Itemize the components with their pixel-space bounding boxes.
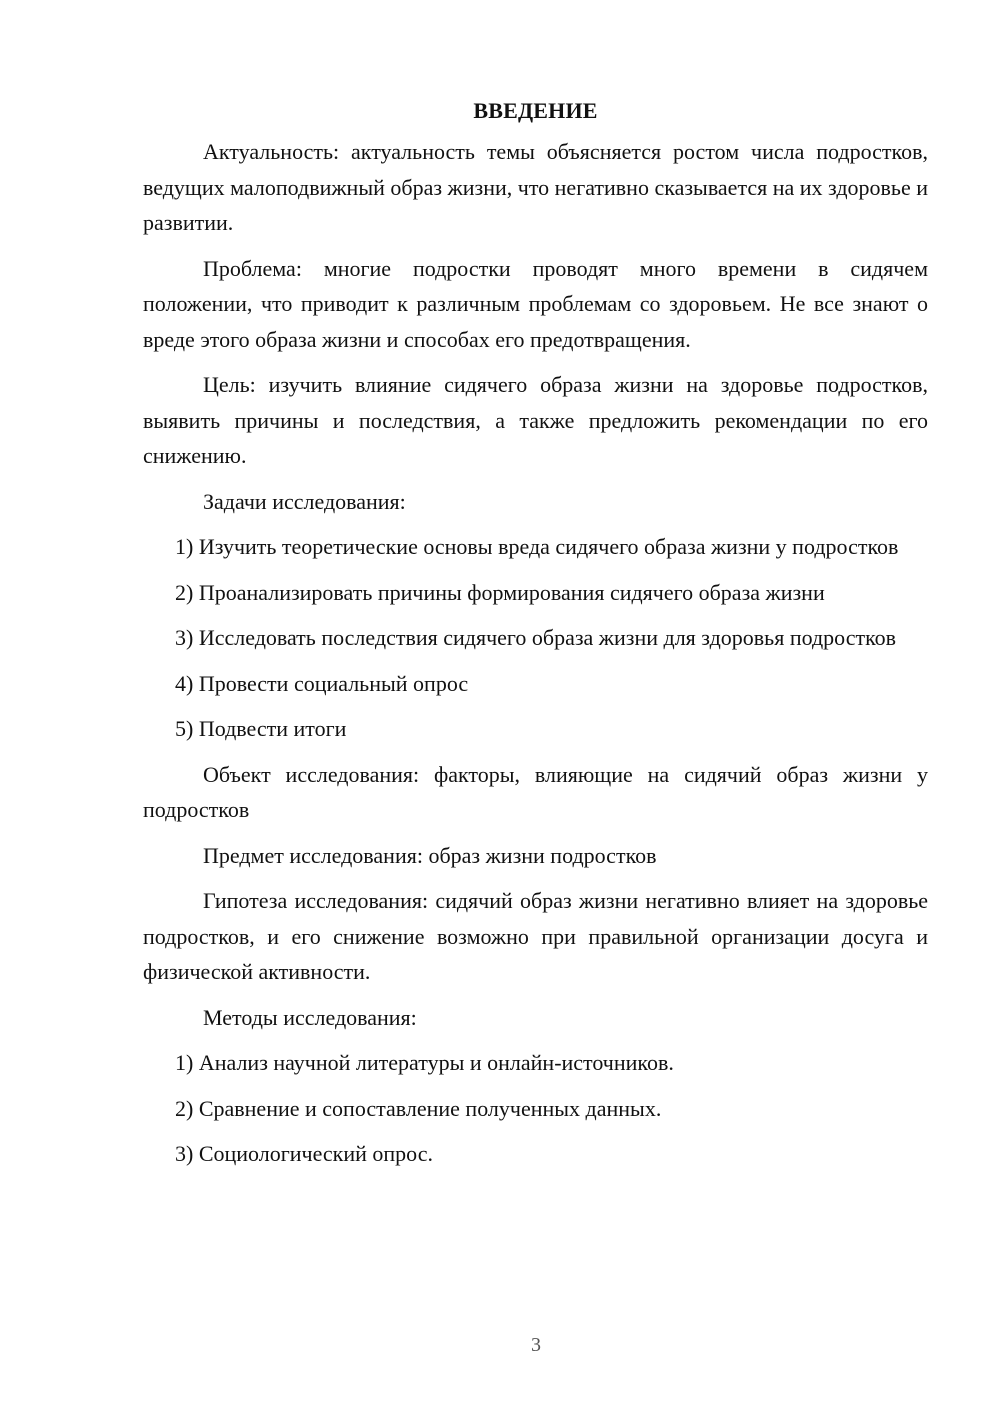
task-item-3: 3) Исследовать последствия сидячего образа жизни для здоровья подростков	[175, 625, 897, 650]
method-item-3: 3) Социологический опрос.	[175, 1141, 433, 1166]
paragraph-methods-title: Методы исследования:	[203, 1004, 417, 1030]
paragraph-relevance: Актуальность: актуальность темы объясняется ростом числа подростков, ведущих малоподвижный образ жизни, что негативно сказывается на их здоровье и развитии.	[143, 139, 928, 235]
task-item-1: 1) Изучить теоретические основы вреда сидячего образа жизни у подростков	[175, 534, 899, 559]
method-item-2: 2) Сравнение и сопоставление полученных данных.	[175, 1095, 662, 1121]
task-item-5: 5) Подвести итоги	[175, 716, 347, 741]
paragraph-object: Объект исследования: факторы, влияющие на сидячий образ жизни у подростков	[143, 761, 928, 822]
method-item-1: 1) Анализ научной литературы и онлайн-источников.	[175, 1050, 674, 1075]
page-number: 3	[531, 1334, 541, 1356]
document-page	[143, 96, 928, 1182]
page-heading: ВВЕДЕНИЕ	[473, 98, 598, 123]
paragraph-hypothesis: Гипотеза исследования: сидячий образ жизни негативно влияет на здоровье подростков, и его снижение возможно при правильной организации досуга и физической активности.	[143, 888, 928, 984]
task-item-4: 4) Провести социальный опрос	[175, 670, 469, 696]
paragraph-tasks-title: Задачи исследования:	[203, 488, 406, 514]
task-item-2: 2) Проанализировать причины формирования сидячего образа жизни	[175, 579, 825, 605]
paragraph-subject: Предмет исследования: образ жизни подростков	[203, 842, 657, 868]
paragraph-goal: Цель: изучить влияние сидячего образа жизни на здоровье подростков, выявить причины и последствия, а также предложить рекомендации по его снижению.	[143, 372, 928, 468]
paragraph-problem: Проблема: многие подростки проводят много времени в сидячем положении, что приводит к различным проблемам со здоровьем. Не все знают о вреде этого образа жизни и способах его предотвращения.	[143, 255, 928, 352]
